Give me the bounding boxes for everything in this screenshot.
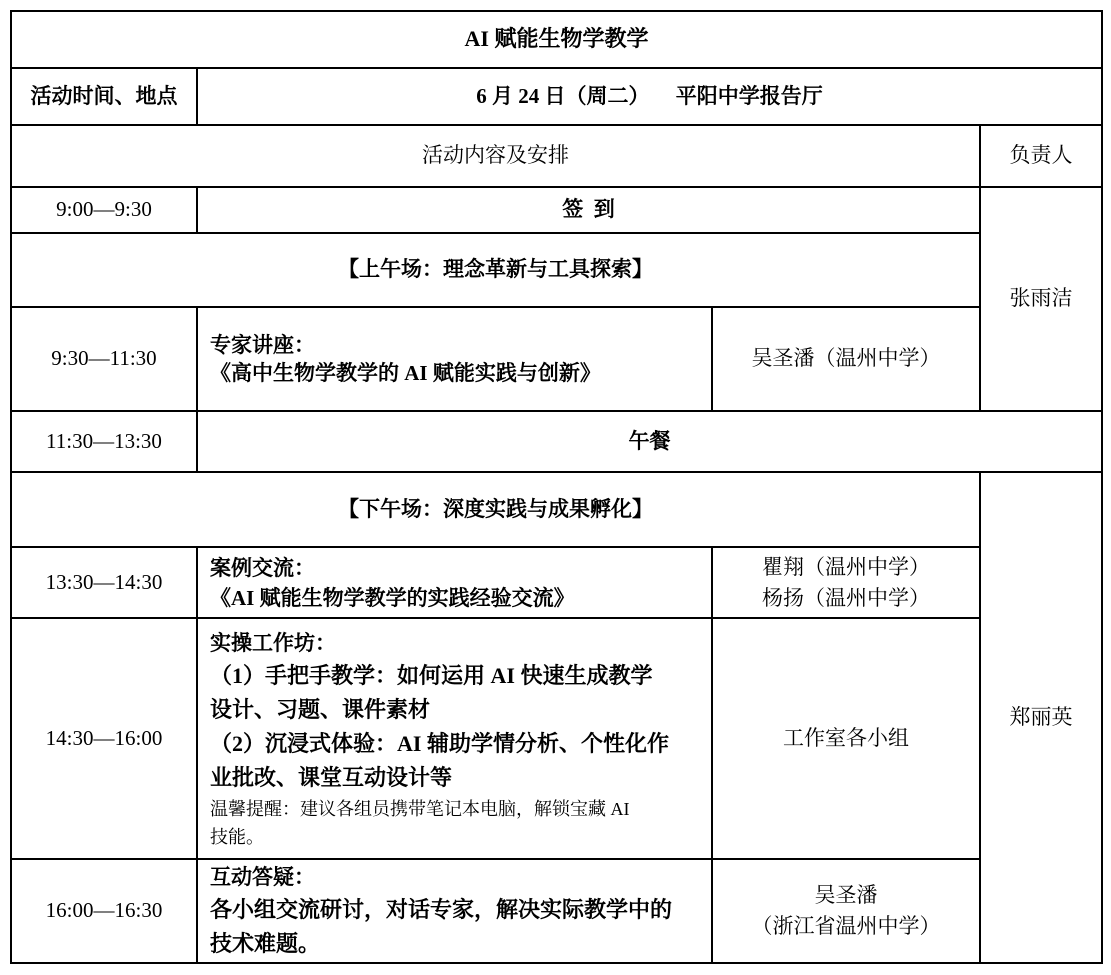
qa-text: 技术难题。	[210, 931, 321, 956]
workshop-content	[198, 619, 711, 858]
case-speaker: 杨扬（温州中学）	[762, 585, 930, 610]
lunch-time: 11:30—13:30	[46, 428, 162, 453]
case-speaker: 瞿翔（温州中学）	[762, 554, 930, 579]
checkin-label: 签 到	[562, 197, 615, 222]
lecture-speaker: 吴圣潘（温州中学）	[751, 346, 941, 371]
workshop-item: 业批改、课堂互动设计等	[210, 764, 453, 790]
qa-time: 16:00—16:30	[45, 898, 163, 923]
qa-speaker: 吴圣潘	[814, 883, 878, 907]
checkin-time: 9:00—9:30	[56, 197, 152, 222]
owner-header: 负责人	[1009, 143, 1073, 168]
page-title: AI 赋能生物学教学	[464, 26, 649, 52]
lecture-time: 9:30—11:30	[51, 346, 157, 371]
info-value: 6 月 24 日（周二） 平阳中学报告厅	[476, 83, 823, 108]
table-border-bottom	[10, 962, 1103, 964]
afternoon-session-title: 【下午场：深度实践与成果孵化】	[338, 496, 653, 521]
qa-speakers	[713, 860, 979, 962]
case-time: 13:30—14:30	[45, 569, 163, 594]
case-content	[198, 548, 711, 617]
morning-session-title: 【上午场：理念革新与工具探索】	[338, 257, 653, 282]
morning-owner: 张雨洁	[1009, 286, 1073, 311]
workshop-time: 14:30—16:00	[45, 725, 163, 750]
qa-content	[198, 860, 711, 962]
workshop-tip: 技能。	[210, 826, 264, 847]
table-border-right	[1101, 10, 1103, 964]
afternoon-owner: 郑丽英	[1009, 704, 1073, 729]
lecture-title: 专家讲座：	[210, 333, 315, 357]
workshop-tip: 温馨提醒：建议各组员携带笔记本电脑，解锁宝藏 AI	[210, 798, 630, 819]
workshop-item: （2）沉浸式体验：AI 辅助学情分析、个性化作	[210, 730, 669, 756]
workshop-item: 设计、习题、课件素材	[210, 696, 431, 722]
qa-text: 各小组交流研讨，对话专家，解决实际教学中的	[210, 897, 673, 922]
case-speakers	[713, 548, 979, 617]
workshop-speaker: 工作室各小组	[783, 725, 909, 750]
workshop-title: 实操工作坊：	[210, 630, 336, 655]
content-header: 活动内容及安排	[422, 143, 569, 168]
qa-speaker: （浙江省温州中学）	[751, 914, 941, 938]
lecture-content	[198, 308, 711, 410]
case-topic: 《AI 赋能生物学教学的实践经验交流》	[210, 585, 575, 610]
case-title: 案例交流：	[210, 555, 315, 580]
workshop-item: （1）手把手教学：如何运用 AI 快速生成教学	[210, 662, 653, 688]
lunch-label: 午餐	[628, 428, 671, 453]
info-label: 活动时间、地点	[30, 83, 178, 108]
qa-title: 互动答疑：	[210, 865, 315, 889]
lecture-topic: 《高中生物学教学的 AI 赋能实践与创新》	[210, 361, 601, 385]
